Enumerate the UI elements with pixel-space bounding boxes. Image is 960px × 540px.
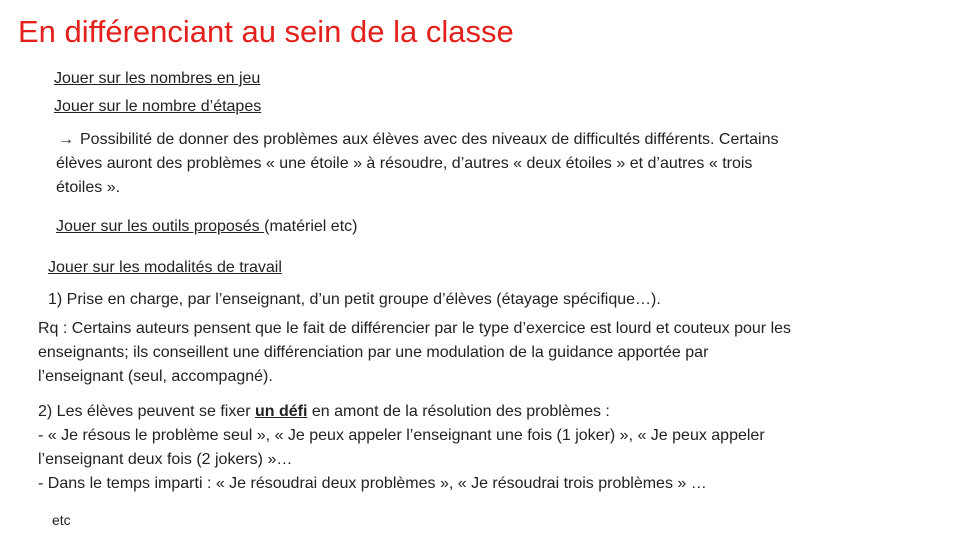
modalite-2-defi: un défi [255, 403, 308, 420]
defi-line: - « Je résous le problème seul », « Je peux appeler l’enseignant une fois (1 joker) », « Je peux appeler [38, 427, 765, 444]
paragraph-line: étoiles ». [56, 179, 121, 196]
modalite-2-pre: 2) Les élèves peuvent se fixer [38, 403, 256, 420]
paragraph-text: Possibilité de donner des problèmes aux élèves avec des niveaux de difficultés différents. Certains [80, 131, 779, 148]
paragraph-line [58, 128, 778, 152]
defi-line: - Dans le temps imparti : « Je résoudrai deux problèmes », « Je résoudrai trois problèmes » … [38, 475, 707, 492]
item-modalites: Jouer sur les modalités de travail [48, 259, 282, 276]
remark-line: l’enseignant (seul, accompagné). [38, 368, 273, 385]
item-outils-label: Jouer sur les outils proposés [56, 218, 265, 235]
modalite-2 [38, 400, 610, 424]
modalite-2-post: en amont de la résolution des problèmes : [307, 403, 610, 420]
item-outils [56, 215, 357, 239]
etc-note: etc [52, 512, 71, 528]
remark-line: Rq : Certains auteurs pensent que le fait de différencier par le type d’exercice est lourd et couteux pour les [38, 320, 792, 337]
item-etapes: Jouer sur le nombre d’étapes [54, 98, 262, 115]
item-outils-note: (matériel etc) [264, 218, 358, 235]
arrow-right-icon: → [58, 131, 74, 148]
slide-title: En différenciant au sein de la classe [18, 14, 514, 49]
remark-line: enseignants; ils conseillent une différenciation par une modulation de la guidance apportée par [38, 344, 709, 361]
paragraph-line: élèves auront des problèmes « une étoile » à résoudre, d’autres « deux étoiles » et d’autres « trois [56, 155, 753, 172]
defi-line: l’enseignant deux fois (2 jokers) »… [38, 451, 293, 468]
item-nombres: Jouer sur les nombres en jeu [54, 70, 261, 87]
modalite-1: 1) Prise en charge, par l’enseignant, d’un petit groupe d’élèves (étayage spécifique…). [48, 291, 661, 308]
